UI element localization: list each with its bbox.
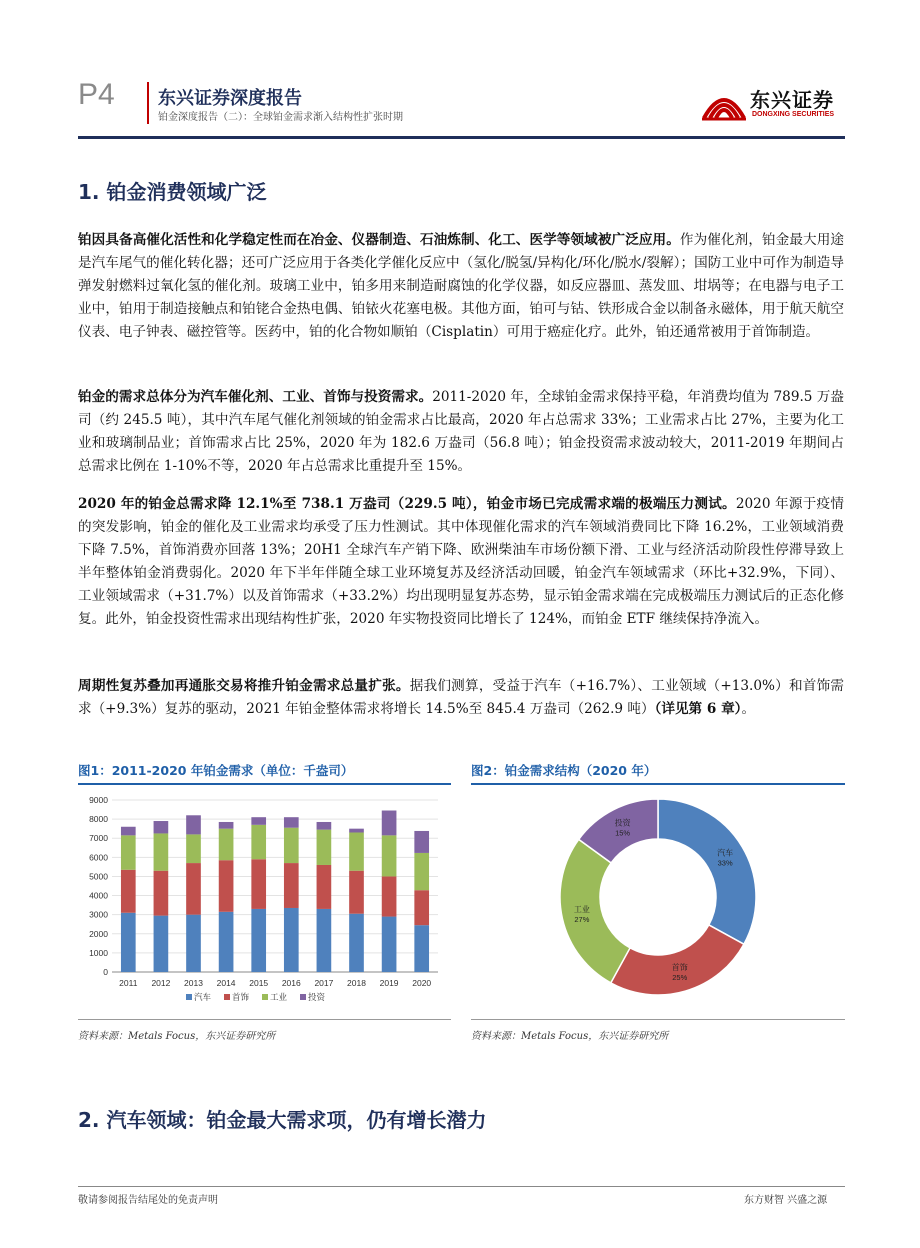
y-tick-label: 4000: [89, 890, 108, 901]
bar-segment-投资: [317, 822, 332, 830]
y-tick-label: 6000: [89, 852, 108, 863]
bar-segment-工业: [121, 835, 136, 869]
bar-segment-工业: [251, 825, 266, 859]
bar-segment-工业: [317, 830, 332, 865]
slice-name-label: 投资: [614, 818, 631, 828]
section-heading-2: 2. 汽车领域：铂金最大需求项，仍有增长潜力: [78, 1108, 487, 1132]
bar-segment-投资: [284, 817, 299, 828]
slice-percent-label: 33%: [717, 858, 733, 868]
bar-segment-投资: [186, 815, 201, 834]
bar-segment-投资: [251, 817, 266, 825]
bar-segment-汽车: [186, 915, 201, 972]
brand-logo-icon: [700, 78, 748, 124]
paragraph-2: [78, 386, 844, 478]
bar-segment-汽车: [414, 925, 429, 972]
bar-segment-首饰: [154, 871, 169, 916]
x-tick-label: 2020: [412, 978, 432, 988]
footer-slogan: 东方财智 兴盛之源: [744, 1195, 828, 1206]
paragraph-3: [78, 493, 844, 631]
figure-1-rule: [78, 783, 451, 785]
slice-percent-label: 25%: [672, 972, 688, 982]
bar-segment-工业: [154, 833, 169, 870]
header-rule: [78, 136, 845, 139]
legend-swatch: [262, 994, 268, 1000]
y-tick-label: 7000: [89, 833, 108, 844]
x-tick-label: 2019: [379, 978, 399, 988]
y-tick-label: 5000: [89, 871, 108, 882]
legend-swatch: [300, 994, 306, 1000]
bar-segment-首饰: [219, 860, 234, 912]
bar-segment-汽车: [251, 909, 266, 972]
bar-segment-首饰: [186, 863, 201, 915]
figure-2-title: 图2：铂金需求结构（2020 年）: [471, 763, 657, 778]
bar-segment-首饰: [251, 859, 266, 909]
slice-percent-label: 27%: [574, 915, 590, 925]
paragraph-1-body: 作为催化剂，铂金最大用途是汽车尾气的催化转化器；还可广泛应用于各类化学催化反应中（氢化/脱氢/异构化/环化/脱水/裂解）；国防工业中可作为制造导弹发射燃料过氧化氢的催化剂。玻璃工业中，铂多用来制造耐腐蚀的化学仪器，如反应器皿、蒸发皿、坩埚等；在电器与电子工业中，铂用于制造接触点和铂铑合金热电偶、铂铱火花塞电极。其他方面，铂可与钴、铁形成合金以制备永磁体，用于航天航空仪表、电子钟表、磁控管等。医药中，铂的化合物如顺铂（Cisplatin）可用于癌症化疗。此外，铂还通常被用于首饰制造。: [78, 232, 844, 340]
paragraph-2-body: 2011-2020 年，全球铂金需求保持平稳，年消费均值为 789.5 万盎司（约 245.5 吨），其中汽车尾气催化剂领域的铂金需求占比最高，2020 年占总需求 33%；工业需求占比 27%，主要为化工业和玻璃制品业；首饰需求占比 25%，2020 年为 182.6 万盎司（56.8 吨）；铂金投资需求波动较大，2011-2019 年期间占总需求比例在 1-10%不等，2020 年占总需求比重提升至 15%。: [78, 389, 845, 474]
figure-1-bottom-rule: [78, 1019, 451, 1020]
bar-segment-工业: [349, 832, 364, 870]
bar-segment-汽车: [284, 908, 299, 972]
figure-2-rule: [471, 783, 845, 785]
slice-name-label: 首饰: [671, 962, 688, 972]
donut-slice-工业: [560, 839, 630, 982]
paragraph-4-body: 据我们测算，受益于汽车（+16.7%）、工业领域（+13.0%）和首饰需求（+9.3%）复苏的驱动，2021 年铂金整体需求将增长 14.5%至 845.4 万盎司（262.9 吨）: [78, 678, 844, 717]
paragraph-2-lead: 铂金的需求总体分为汽车催化剂、工业、首饰与投资需求。: [78, 389, 433, 405]
header-divider: [147, 82, 149, 124]
bar-segment-汽车: [349, 914, 364, 972]
bar-segment-汽车: [317, 909, 332, 972]
x-tick-label: 2012: [151, 978, 171, 988]
figure-2-source: 资料来源：Metals Focus，东兴证券研究所: [471, 1031, 669, 1042]
bar-segment-工业: [382, 835, 397, 876]
legend-label: 首饰: [232, 992, 250, 1002]
bar-segment-工业: [186, 834, 201, 863]
brand-name: 东兴证券: [750, 88, 834, 112]
x-tick-label: 2013: [184, 978, 203, 988]
paragraph-4-lead: 周期性复苏叠加再通胀交易将推升铂金需求总量扩张。: [78, 678, 410, 694]
y-tick-label: 9000: [89, 795, 108, 805]
section-heading-1: 1. 铂金消费领域广泛: [78, 180, 267, 204]
x-tick-label: 2018: [347, 978, 366, 988]
paragraph-3-lead: 2020 年的铂金总需求降 12.1%至 738.1 万盎司（229.5 吨），铂金市场已完成需求端的极端压力测试。: [78, 496, 736, 512]
bar-segment-首饰: [382, 876, 397, 916]
slice-percent-label: 15%: [615, 828, 631, 838]
y-tick-label: 2000: [89, 928, 108, 939]
report-subtitle: 铂金深度报告（二）：全球铂金需求渐入结构性扩张时期: [158, 112, 403, 123]
x-tick-label: 2016: [281, 978, 301, 988]
page-number: P4: [78, 78, 115, 111]
y-tick-label: 1000: [89, 947, 108, 958]
bar-segment-投资: [414, 831, 429, 853]
footer-disclaimer: 敬请参阅报告结尾处的免责声明: [78, 1195, 218, 1206]
bar-segment-工业: [219, 829, 234, 861]
bar-segment-首饰: [349, 871, 364, 914]
bar-segment-首饰: [414, 890, 429, 925]
donut-chart: [471, 790, 845, 1015]
bar-segment-投资: [349, 829, 364, 833]
donut-slice-汽车: [658, 799, 756, 944]
legend-label: 投资: [308, 992, 326, 1002]
footer-rule: [78, 1186, 845, 1187]
paragraph-3-body: 2020 年源于疫情的突发影响，铂金的催化及工业需求均承受了压力性测试。其中体现催化需求的汽车领域消费同比下降 16.2%，工业领域消费下降 7.5%，首饰消费亦回落 13%；20H1 全球汽车产销下降、欧洲柴油车市场份额下滑、工业与经济活动阶段性停滞导致上半年整体铂金消费弱化。2020 年下半年伴随全球工业环境复苏及经济活动回暖，铂金汽车领域需求（环比+32.9%，下同）、工业领域需求（+31.7%）以及首饰需求（+33.2%）均出现明显复苏态势，显示铂金需求端在完成极端压力测试后的正态化修复。此外，铂金投资性需求出现结构性扩张，2020 年实物投资同比增长了 124%，而铂金 ETF 继续保持净流入。: [78, 496, 844, 627]
paragraph-4-end: 。: [741, 701, 756, 717]
bar-segment-投资: [154, 821, 169, 833]
x-tick-label: 2014: [216, 978, 236, 988]
x-tick-label: 2017: [314, 978, 334, 988]
y-tick-label: 0: [103, 967, 108, 977]
y-tick-label: 8000: [89, 814, 108, 825]
bar-segment-投资: [219, 822, 234, 829]
slice-name-label: 汽车: [717, 848, 734, 858]
x-tick-label: 2015: [249, 978, 269, 988]
x-tick-label: 2011: [119, 978, 138, 988]
bar-segment-首饰: [284, 863, 299, 908]
legend-label: 工业: [270, 992, 288, 1002]
y-tick-label: 3000: [89, 909, 108, 920]
figure-1-source: 资料来源：Metals Focus，东兴证券研究所: [78, 1031, 276, 1042]
paragraph-1: [78, 229, 844, 344]
figure-1-title: 图1：2011-2020 年铂金需求（单位：千盎司）: [78, 763, 354, 778]
bar-segment-工业: [284, 828, 299, 863]
slice-name-label: 工业: [573, 905, 590, 915]
bar-segment-汽车: [219, 912, 234, 972]
figure-2-bottom-rule: [471, 1019, 845, 1020]
report-title: 东兴证券深度报告: [158, 88, 302, 109]
bar-segment-汽车: [154, 916, 169, 972]
bar-segment-首饰: [121, 870, 136, 913]
bar-segment-首饰: [317, 865, 332, 909]
legend-swatch: [186, 994, 192, 1000]
brand-english: DONGXING SECURITIES: [752, 111, 835, 118]
legend-label: 汽车: [194, 992, 212, 1002]
paragraph-4-ref: （详见第 6 章）: [654, 701, 742, 717]
bar-segment-汽车: [121, 913, 136, 972]
bar-chart: [78, 790, 448, 1015]
paragraph-4: [78, 675, 844, 721]
bar-segment-工业: [414, 853, 429, 890]
bar-segment-投资: [121, 827, 136, 836]
bar-segment-汽车: [382, 917, 397, 972]
bar-segment-投资: [382, 811, 397, 836]
paragraph-1-lead: 铂因具备高催化活性和化学稳定性而在冶金、仪器制造、石油炼制、化工、医学等领域被广泛应用。: [78, 232, 680, 248]
legend-swatch: [224, 994, 230, 1000]
donut-slice-首饰: [611, 925, 744, 995]
